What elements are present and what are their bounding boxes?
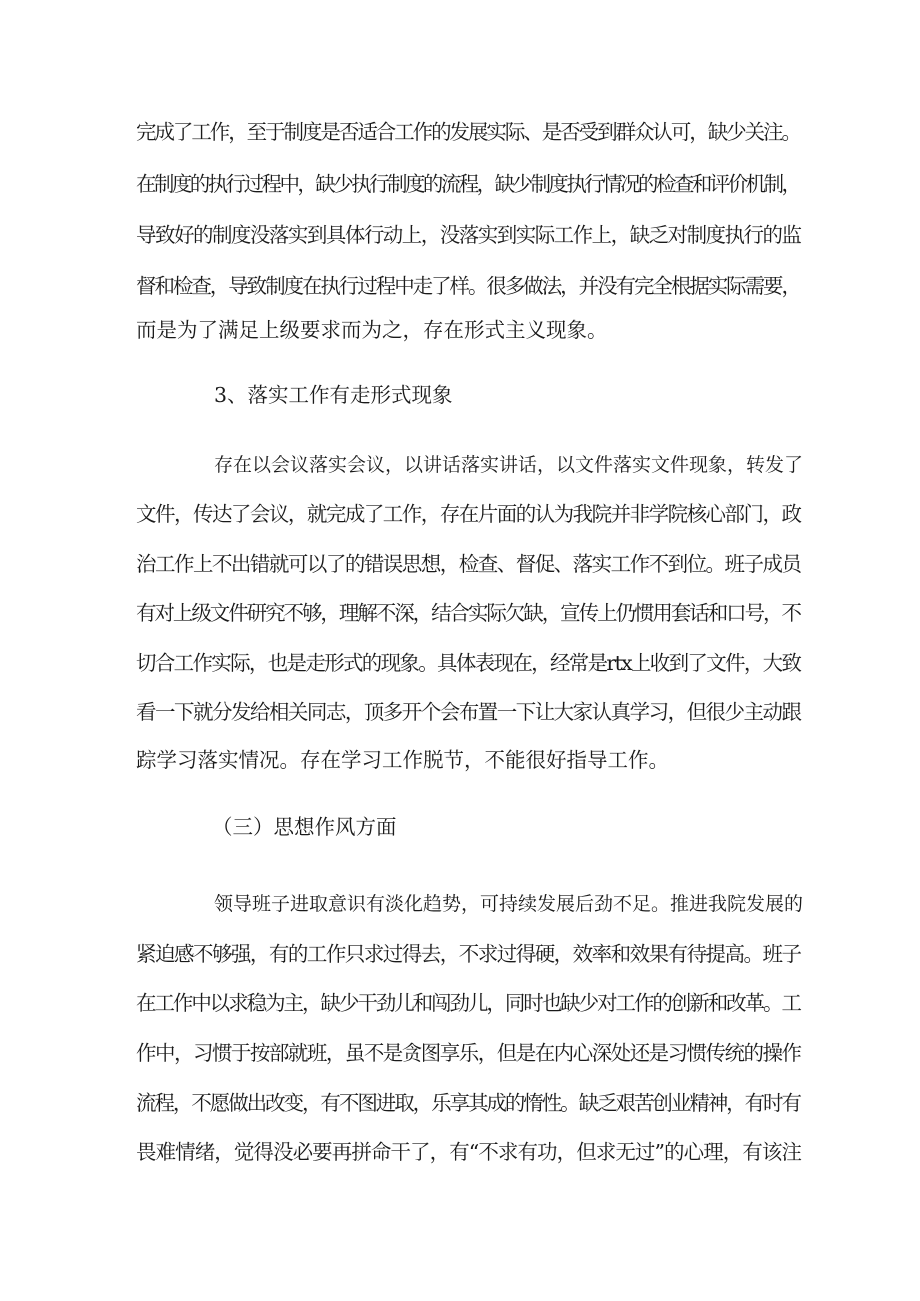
text: 畏难情绪，觉得没必要再拼命干了，有“不求有功，但求无过”的心理，有该注: [136, 1140, 802, 1164]
text: 紧迫感不够强，有的工作只求过得去，不求过得硬，效率和效果有待提高。班子: [136, 942, 801, 966]
text: 作中，习惯于按部就班，虽不是贪图享乐，但是在内心深处还是习惯传统的操作: [136, 1041, 801, 1065]
paragraph-3-line-1: 领导班子进取意识有淡化趋势，可持续发展后劲不足。推进我院发展的: [214, 893, 804, 915]
text: 治工作上不出错就可以了的错误思想，检查、督促、落实工作不到位。班子成员: [136, 552, 801, 576]
paragraph-1-line-3: [0, 221, 802, 249]
paragraph-2-line-3: [0, 550, 802, 578]
paragraph-3-line-2: [0, 940, 802, 968]
paragraph-2-line-2: [0, 500, 802, 528]
text: 在制度的执行过程中，缺少执行制度的流程，缺少制度执行情况的检查和评价机制，: [136, 172, 800, 196]
paragraph-1-line-4: [0, 272, 802, 300]
paragraph-3-line-4: [0, 1039, 802, 1067]
text: 文件，传达了会议，就完成了工作，存在片面的认为我院并非学院核心部门，政: [136, 502, 801, 526]
text: 督和检查，导致制度在执行过程中走了样。很多做法，并没有完全根据实际需要，: [136, 274, 800, 298]
paragraph-3-line-6: [0, 1138, 802, 1166]
section-heading-3: 3、落实工作有走形式现象: [214, 383, 453, 407]
text: 导致好的制度没落实到具体行动上，没落实到实际工作上，缺乏对制度执行的监: [136, 223, 801, 247]
paragraph-2-line-4: [0, 599, 802, 627]
paragraph-1-line-1: [0, 118, 802, 146]
paragraph-2-line-6: [0, 698, 802, 726]
section-heading-thought-style: （三）思想作风方面: [212, 815, 397, 839]
paragraph-1-line-5: 而是为了满足上级要求而为之，存在形式主义现象。: [136, 318, 608, 342]
text: 流程，不愿做出改变，有不图进取，乐享其成的惰性。缺乏艰苦创业精神，有时有: [136, 1091, 800, 1115]
text: 在工作中以求稳为主，缺少干劲儿和闯劲儿，同时也缺少对工作的创新和改革。工: [136, 991, 800, 1015]
paragraph-2-line-7: 踪学习落实情况。存在学习工作脱节，不能很好指导工作。: [136, 748, 669, 772]
paragraph-3-line-5: [0, 1089, 802, 1117]
text: 看一下就分发给相关同志，顶多开个会布置一下让大家认真学习，但很少主动跟: [136, 700, 801, 724]
paragraph-1-line-2: [0, 170, 802, 198]
paragraph-3-line-3: [0, 989, 802, 1017]
text: 有对上级文件研究不够，理解不深，结合实际欠缺，宣传上仍惯用套话和口号，不: [136, 601, 800, 625]
text: 完成了工作，至于制度是否适合工作的发展实际、是否受到群众认可，缺少关注。: [136, 120, 800, 144]
text: 切合工作实际，也是走形式的现象。具体表现在，经常是rtx上收到了文件，大致: [136, 651, 801, 675]
paragraph-2-line-5: [0, 649, 802, 677]
paragraph-2-line-1: 存在以会议落实会议，以讲话落实讲话，以文件落实文件现象，转发了: [214, 454, 804, 476]
